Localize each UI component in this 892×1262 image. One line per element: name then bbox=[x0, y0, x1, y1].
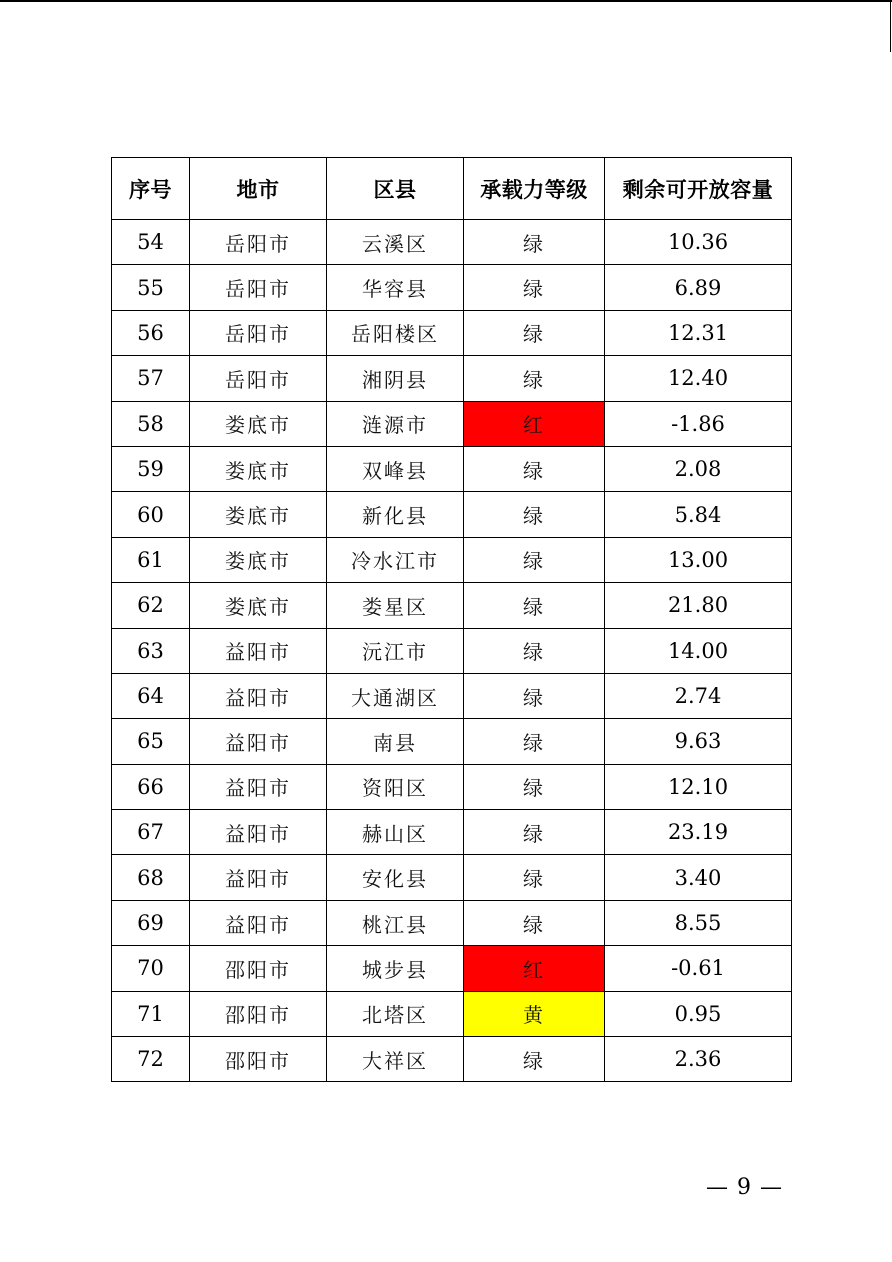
table-header-row bbox=[112, 158, 792, 220]
page-number: — 9 — bbox=[706, 1175, 783, 1200]
cell-city: 邵阳市 bbox=[190, 991, 327, 1036]
cell-serial-number: 63 bbox=[112, 628, 190, 673]
table-row bbox=[112, 810, 792, 855]
cell-city: 娄底市 bbox=[190, 583, 327, 628]
cell-remaining-capacity: -1.86 bbox=[605, 401, 792, 446]
cell-county: 资阳区 bbox=[327, 764, 464, 809]
cell-capacity-level: 绿 bbox=[464, 265, 605, 310]
table-row bbox=[112, 356, 792, 401]
header-remaining-capacity: 剩余可开放容量 bbox=[605, 158, 792, 220]
cell-serial-number: 56 bbox=[112, 310, 190, 355]
table-row bbox=[112, 673, 792, 718]
cell-capacity-level: 绿 bbox=[464, 900, 605, 945]
cell-serial-number: 71 bbox=[112, 991, 190, 1036]
cell-city: 益阳市 bbox=[190, 855, 327, 900]
cell-county: 北塔区 bbox=[327, 991, 464, 1036]
cell-capacity-level: 绿 bbox=[464, 310, 605, 355]
table-body bbox=[112, 220, 792, 1082]
table-row bbox=[112, 310, 792, 355]
table-row bbox=[112, 628, 792, 673]
cell-city: 岳阳市 bbox=[190, 265, 327, 310]
cell-serial-number: 65 bbox=[112, 719, 190, 764]
top-border-line bbox=[0, 0, 892, 2]
table-row bbox=[112, 1037, 792, 1082]
cell-capacity-level: 绿 bbox=[464, 764, 605, 809]
cell-remaining-capacity: 12.40 bbox=[605, 356, 792, 401]
cell-capacity-level: 绿 bbox=[464, 628, 605, 673]
cell-city: 益阳市 bbox=[190, 810, 327, 855]
cell-remaining-capacity: 2.74 bbox=[605, 673, 792, 718]
cell-capacity-level: 红 bbox=[464, 401, 605, 446]
table-row bbox=[112, 900, 792, 945]
cell-county: 大通湖区 bbox=[327, 673, 464, 718]
cell-city: 娄底市 bbox=[190, 446, 327, 491]
cell-county: 南县 bbox=[327, 719, 464, 764]
cell-capacity-level: 绿 bbox=[464, 673, 605, 718]
cell-city: 益阳市 bbox=[190, 764, 327, 809]
table-row bbox=[112, 991, 792, 1036]
cell-city: 岳阳市 bbox=[190, 356, 327, 401]
cell-remaining-capacity: 8.55 bbox=[605, 900, 792, 945]
cell-remaining-capacity: 3.40 bbox=[605, 855, 792, 900]
right-border-line bbox=[890, 0, 891, 52]
header-capacity-level: 承载力等级 bbox=[464, 158, 605, 220]
table-row bbox=[112, 583, 792, 628]
cell-remaining-capacity: 2.08 bbox=[605, 446, 792, 491]
cell-city: 岳阳市 bbox=[190, 220, 327, 265]
header-county: 区县 bbox=[327, 158, 464, 220]
cell-serial-number: 70 bbox=[112, 946, 190, 991]
cell-county: 湘阴县 bbox=[327, 356, 464, 401]
cell-city: 邵阳市 bbox=[190, 1037, 327, 1082]
cell-city: 娄底市 bbox=[190, 401, 327, 446]
cell-capacity-level: 绿 bbox=[464, 855, 605, 900]
cell-remaining-capacity: 9.63 bbox=[605, 719, 792, 764]
header-serial-number: 序号 bbox=[112, 158, 190, 220]
cell-capacity-level: 绿 bbox=[464, 220, 605, 265]
cell-capacity-level: 红 bbox=[464, 946, 605, 991]
header-city: 地市 bbox=[190, 158, 327, 220]
table-row bbox=[112, 446, 792, 491]
cell-serial-number: 72 bbox=[112, 1037, 190, 1082]
cell-county: 涟源市 bbox=[327, 401, 464, 446]
cell-remaining-capacity: 2.36 bbox=[605, 1037, 792, 1082]
cell-county: 城步县 bbox=[327, 946, 464, 991]
table-row bbox=[112, 719, 792, 764]
cell-capacity-level: 绿 bbox=[464, 537, 605, 582]
table-row bbox=[112, 492, 792, 537]
cell-county: 赫山区 bbox=[327, 810, 464, 855]
cell-serial-number: 60 bbox=[112, 492, 190, 537]
cell-remaining-capacity: 5.84 bbox=[605, 492, 792, 537]
cell-remaining-capacity: 14.00 bbox=[605, 628, 792, 673]
cell-serial-number: 66 bbox=[112, 764, 190, 809]
cell-remaining-capacity: 12.10 bbox=[605, 764, 792, 809]
table-row bbox=[112, 265, 792, 310]
table-row bbox=[112, 764, 792, 809]
cell-capacity-level: 黄 bbox=[464, 991, 605, 1036]
cell-serial-number: 55 bbox=[112, 265, 190, 310]
cell-serial-number: 61 bbox=[112, 537, 190, 582]
cell-city: 益阳市 bbox=[190, 673, 327, 718]
cell-county: 云溪区 bbox=[327, 220, 464, 265]
cell-city: 益阳市 bbox=[190, 628, 327, 673]
cell-remaining-capacity: -0.61 bbox=[605, 946, 792, 991]
table-row bbox=[112, 946, 792, 991]
cell-city: 邵阳市 bbox=[190, 946, 327, 991]
cell-county: 岳阳楼区 bbox=[327, 310, 464, 355]
cell-city: 益阳市 bbox=[190, 900, 327, 945]
cell-serial-number: 64 bbox=[112, 673, 190, 718]
capacity-table bbox=[111, 157, 792, 1082]
cell-serial-number: 54 bbox=[112, 220, 190, 265]
cell-capacity-level: 绿 bbox=[464, 492, 605, 537]
cell-remaining-capacity: 13.00 bbox=[605, 537, 792, 582]
cell-county: 沅江市 bbox=[327, 628, 464, 673]
cell-city: 益阳市 bbox=[190, 719, 327, 764]
cell-remaining-capacity: 10.36 bbox=[605, 220, 792, 265]
cell-remaining-capacity: 21.80 bbox=[605, 583, 792, 628]
table-row bbox=[112, 220, 792, 265]
table-row bbox=[112, 855, 792, 900]
cell-county: 桃江县 bbox=[327, 900, 464, 945]
cell-capacity-level: 绿 bbox=[464, 583, 605, 628]
cell-remaining-capacity: 6.89 bbox=[605, 265, 792, 310]
table-row bbox=[112, 537, 792, 582]
cell-serial-number: 68 bbox=[112, 855, 190, 900]
cell-remaining-capacity: 23.19 bbox=[605, 810, 792, 855]
cell-county: 大祥区 bbox=[327, 1037, 464, 1082]
cell-serial-number: 67 bbox=[112, 810, 190, 855]
cell-city: 岳阳市 bbox=[190, 310, 327, 355]
cell-serial-number: 57 bbox=[112, 356, 190, 401]
cell-county: 安化县 bbox=[327, 855, 464, 900]
cell-serial-number: 62 bbox=[112, 583, 190, 628]
cell-capacity-level: 绿 bbox=[464, 1037, 605, 1082]
cell-county: 华容县 bbox=[327, 265, 464, 310]
cell-remaining-capacity: 12.31 bbox=[605, 310, 792, 355]
cell-city: 娄底市 bbox=[190, 537, 327, 582]
cell-remaining-capacity: 0.95 bbox=[605, 991, 792, 1036]
cell-capacity-level: 绿 bbox=[464, 446, 605, 491]
cell-city: 娄底市 bbox=[190, 492, 327, 537]
cell-county: 冷水江市 bbox=[327, 537, 464, 582]
cell-capacity-level: 绿 bbox=[464, 719, 605, 764]
cell-county: 新化县 bbox=[327, 492, 464, 537]
cell-county: 双峰县 bbox=[327, 446, 464, 491]
cell-county: 娄星区 bbox=[327, 583, 464, 628]
cell-serial-number: 69 bbox=[112, 900, 190, 945]
cell-serial-number: 59 bbox=[112, 446, 190, 491]
cell-serial-number: 58 bbox=[112, 401, 190, 446]
cell-capacity-level: 绿 bbox=[464, 356, 605, 401]
table-row bbox=[112, 401, 792, 446]
cell-capacity-level: 绿 bbox=[464, 810, 605, 855]
